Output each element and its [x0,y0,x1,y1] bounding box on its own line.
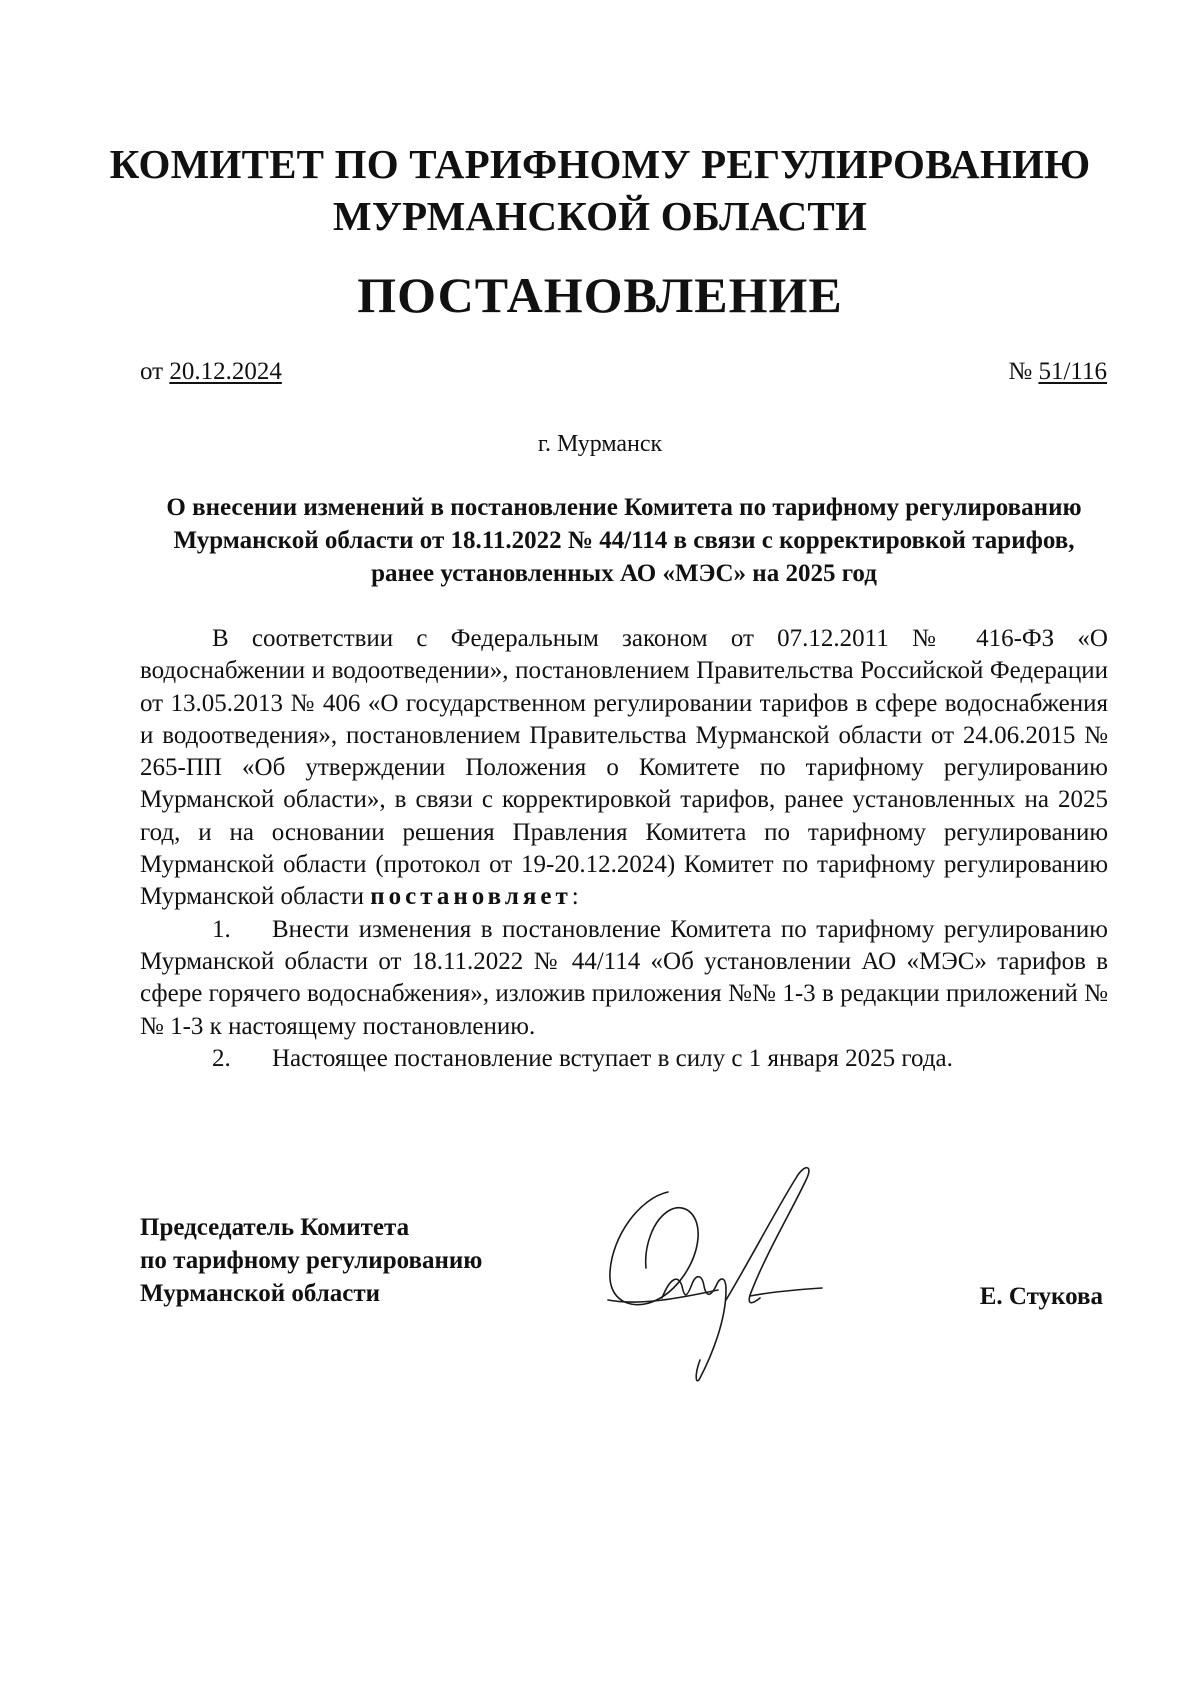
resolution-item-2 [140,1043,1108,1075]
number-prefix: № [1008,358,1033,385]
city-line: г. Мурманск [537,431,663,457]
intro-text: В соответствии с Федеральным законом от 07.12.2011 № 416-ФЗ «О водоснабжении и водоотведении», постановлением Правительства Российской Федерации от 13.05.2013 № 406 «О государственном регулировании тарифов в сфере водоснабжения и водоотведения», постановлением Правительства Мурманской области от 24.06.2015 № 265-ПП «Об утверждении Положения о Комитете по тарифному регулированию Мурманской области», в связи с корректировкой тарифов, ранее установленных на 2025 год, и на основании решения Правления Комитета по тарифному регулированию Мурманской области (протокол от 19-20.12.2024) Комитет по тарифному регулированию Мурманской области [140,625,1108,911]
signer-title-line2: по тарифному регулированию [140,1247,483,1274]
resolves-word: постановляет [370,883,572,911]
document-number [1008,357,1107,387]
resolution-item-1 [140,914,1108,1043]
intro-paragraph [140,623,1108,914]
organization-header [0,138,1200,242]
resolves-suffix: : [571,883,579,911]
signer-name: Е. Стукова [979,1283,1103,1310]
signer-title-block [140,1211,482,1310]
organization-name-line1: КОМИТЕТ ПО ТАРИФНОМУ РЕГУЛИРОВАНИЮ [109,141,1091,187]
document-date [140,357,282,387]
organization-name-line2: МУРМАНСКОЙ ОБЛАСТИ [332,193,868,239]
handwritten-signature [600,1150,860,1400]
document-body [140,623,1108,1075]
document-type-title: ПОСТАНОВЛЕНИЕ [357,267,843,323]
item-text: Внести изменения в постановление Комитета по тарифному регулированию Мурманской области от 18.11.2022 № 44/114 «Об установлении АО «МЭС» тарифов в сфере горячего водоснабжения», изложив приложения №№ 1-3 в редакции приложений №№ 1-3 к настоящему постановлению. [140,915,1108,1040]
date-prefix: от [140,358,164,385]
number-value: 51/116 [1038,358,1107,385]
item-number: 2. [212,1044,231,1072]
date-value: 20.12.2024 [169,358,282,385]
item-text: Настоящее постановление вступает в силу с 1 января 2025 года. [272,1044,953,1072]
signer-title-line1: Председатель Комитета [140,1214,410,1241]
document-subject: О внесении изменений в постановление Комитета по тарифному регулированию Мурманской области от 18.11.2022 № 44/114 в связи с корректировкой тарифов, ранее установленных АО «МЭС» на 2025 год [166,494,1082,587]
item-number: 1. [212,915,231,943]
signer-title-line3: Мурманской области [140,1280,381,1307]
